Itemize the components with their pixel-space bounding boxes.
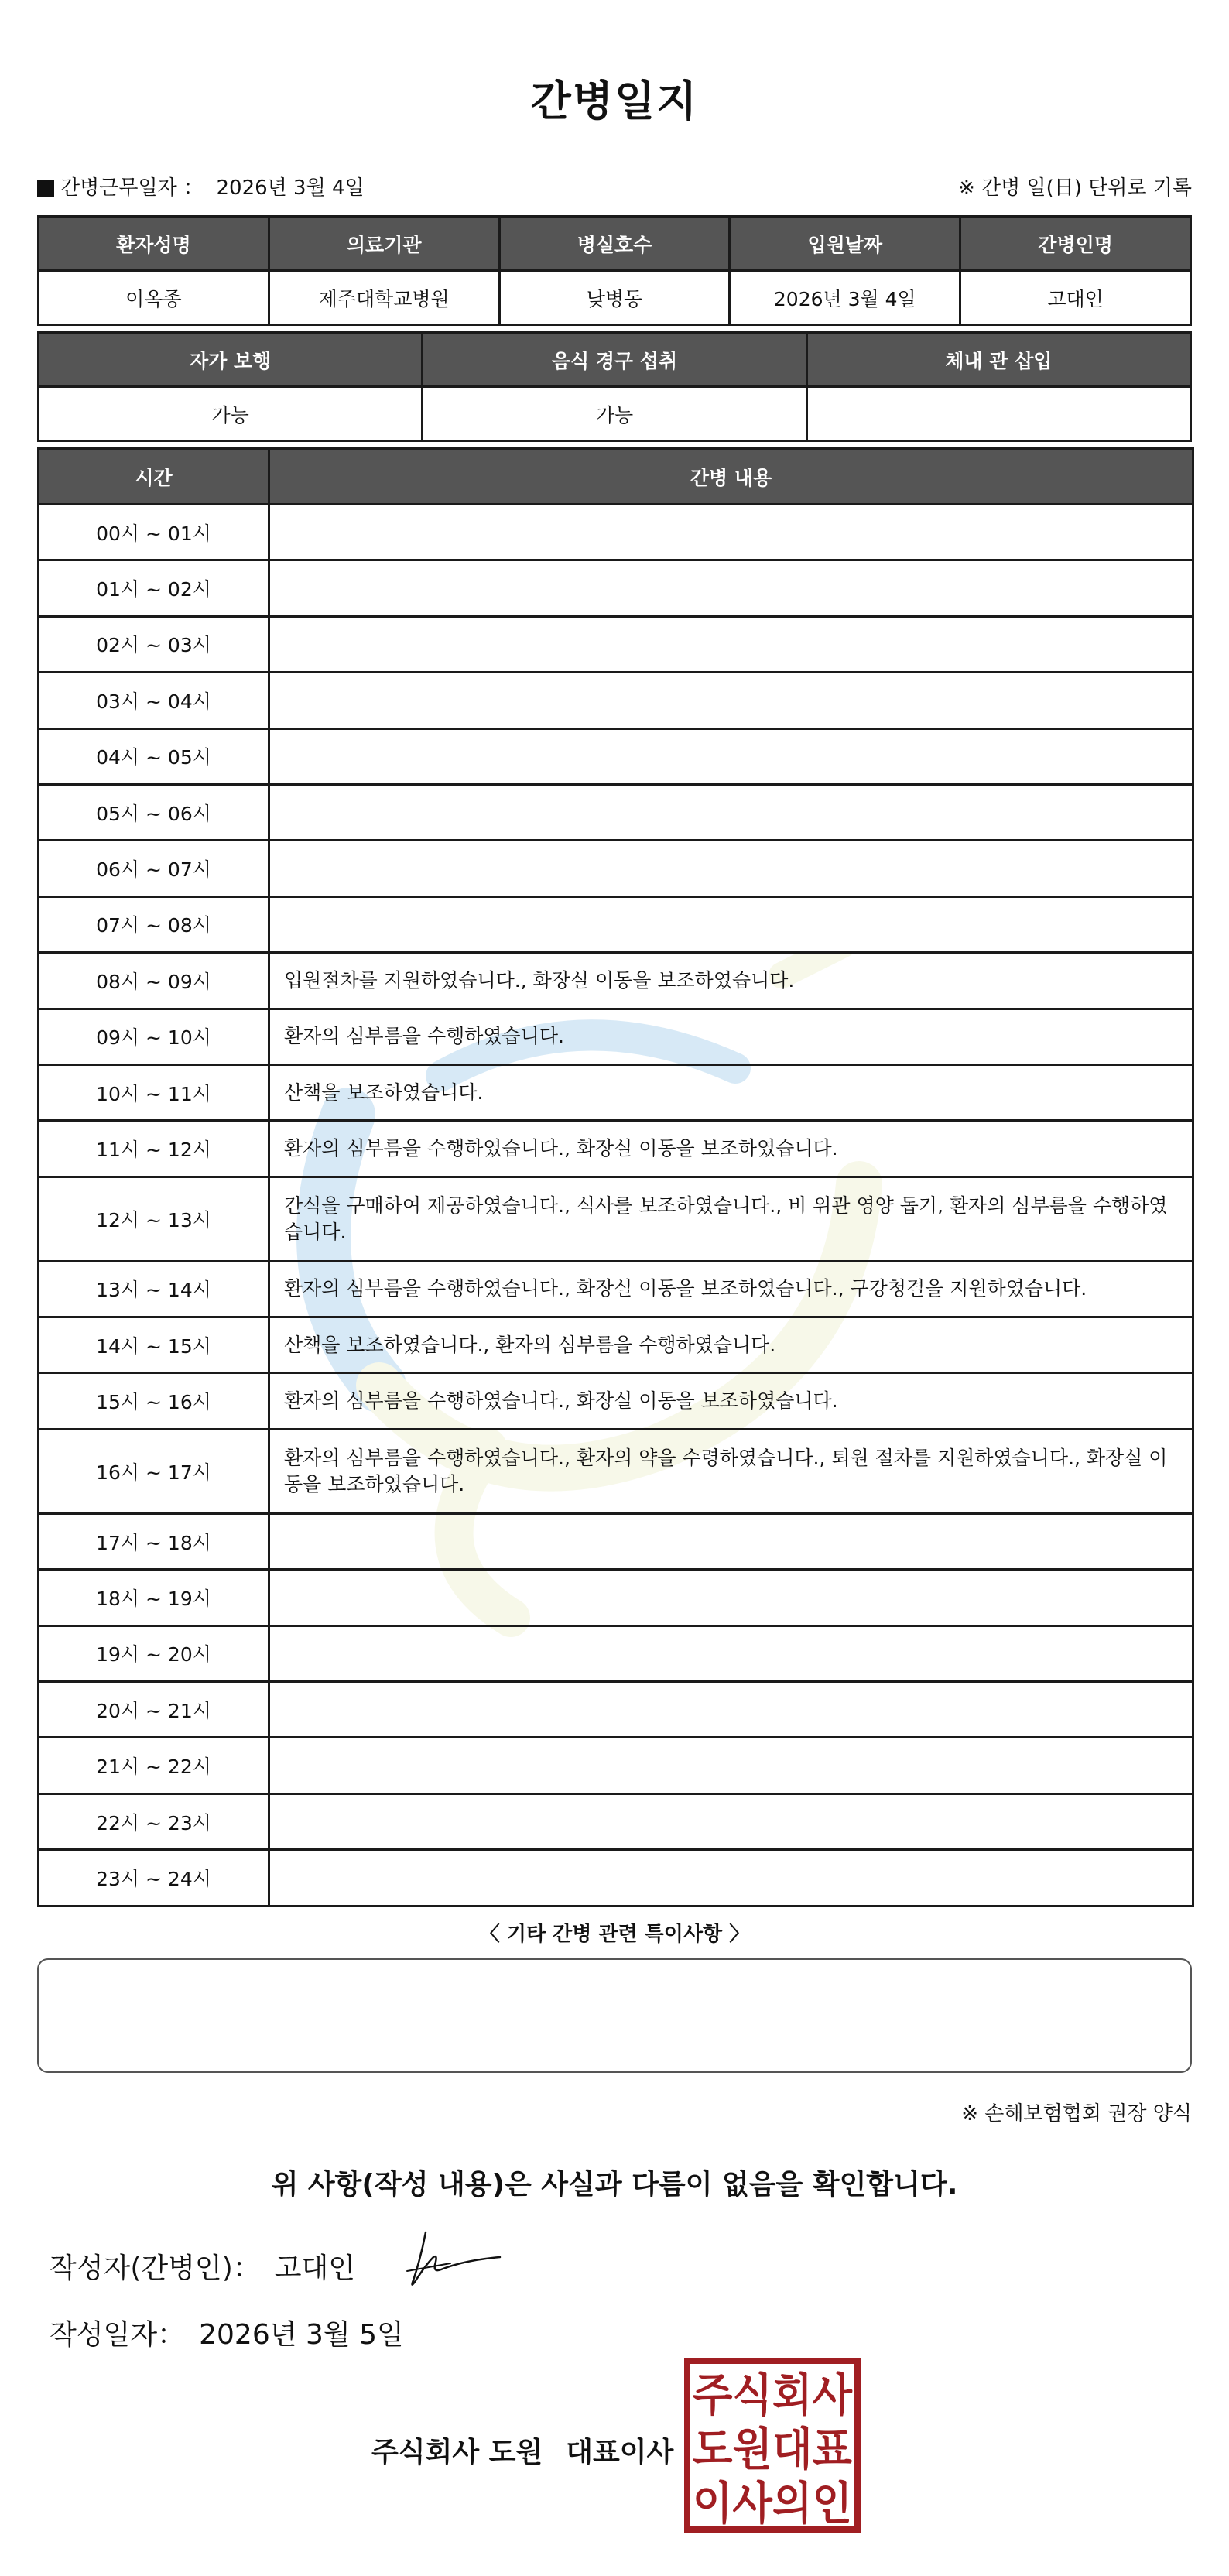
self-walking-value: 가능 — [39, 387, 423, 441]
table-row — [39, 728, 1193, 784]
writer-name: 고대인 — [274, 2252, 356, 2284]
table-row — [39, 1625, 1193, 1681]
table-row — [39, 784, 1193, 840]
table-row — [39, 1317, 1193, 1373]
row-time: 03시 ~ 04시 — [39, 673, 269, 728]
row-care-content — [269, 1793, 1193, 1849]
table-row — [39, 1177, 1193, 1261]
table-row — [39, 505, 1193, 560]
row-time: 22시 ~ 23시 — [39, 1793, 269, 1849]
row-care-content — [269, 1625, 1193, 1681]
caregiver-name: 고대인 — [960, 271, 1191, 325]
tube-insertion-value — [806, 387, 1190, 441]
square-bullet-icon — [37, 180, 54, 197]
row-time: 02시 ~ 03시 — [39, 616, 269, 672]
row-care-content: 환자의 심부름을 수행하였습니다., 화장실 이동을 보조하였습니다. — [269, 1121, 1193, 1177]
row-care-content — [269, 784, 1193, 840]
company-seal-icon — [684, 2358, 861, 2533]
header-oral-intake: 음식 경구 섭취 — [423, 333, 806, 387]
row-care-content: 산책을 보조하였습니다. — [269, 1064, 1193, 1120]
row-time: 10시 ~ 11시 — [39, 1064, 269, 1120]
meta-row — [37, 172, 1192, 203]
svg-text:이사의인: 이사의인 — [693, 2477, 852, 2530]
row-care-content: 간식을 구매하여 제공하였습니다., 식사를 보조하였습니다., 비 위관 영양 돕기, 환자의 심부름을 수행하였습니다. — [269, 1177, 1193, 1261]
form-note: ※ 손해보험협회 권장 양식 — [961, 2102, 1192, 2126]
log-rows — [39, 505, 1193, 1906]
table-row — [39, 1261, 1193, 1317]
table-row — [39, 1513, 1193, 1569]
work-date-line — [37, 172, 365, 200]
work-date-value: 2026년 3월 4일 — [216, 176, 365, 200]
table-row — [39, 1850, 1193, 1906]
row-time: 00시 ~ 01시 — [39, 505, 269, 560]
patient-capability-table — [37, 331, 1192, 442]
work-date-label: 간병근무일자 ： — [60, 176, 204, 200]
page-title: 간병일지 — [530, 77, 699, 125]
table-row — [39, 1373, 1193, 1429]
written-date-value: 2026년 3월 5일 — [199, 2319, 404, 2351]
representative-title: 대표이사 — [566, 2437, 674, 2468]
row-care-content — [269, 728, 1193, 784]
row-care-content: 환자의 심부름을 수행하였습니다., 환자의 약을 수령하였습니다., 퇴원 절차를 지원하였습니다., 화장실 이동을 보조하였습니다. — [269, 1429, 1193, 1513]
table-row — [39, 616, 1193, 672]
row-time: 21시 ~ 22시 — [39, 1738, 269, 1793]
row-care-content — [269, 1738, 1193, 1793]
row-care-content — [269, 1682, 1193, 1738]
row-time: 06시 ~ 07시 — [39, 841, 269, 896]
row-time: 12시 ~ 13시 — [39, 1177, 269, 1261]
table-row — [39, 841, 1193, 896]
table-row — [39, 1429, 1193, 1513]
row-time: 11시 ~ 12시 — [39, 1121, 269, 1177]
table-row — [39, 1064, 1193, 1120]
row-time: 15시 ~ 16시 — [39, 1373, 269, 1429]
header-tube-insertion: 체내 관 삽입 — [806, 333, 1190, 387]
row-time: 18시 ~ 19시 — [39, 1570, 269, 1625]
signature-icon — [402, 2226, 503, 2296]
svg-text:주식회사: 주식회사 — [693, 2369, 853, 2421]
patient-name: 이옥종 — [39, 271, 269, 325]
header-self-walking: 자가 보행 — [39, 333, 423, 387]
table-row — [39, 953, 1193, 1009]
row-care-content — [269, 841, 1193, 896]
hospital-name: 제주대학교병원 — [269, 271, 499, 325]
row-care-content — [269, 896, 1193, 952]
table-row — [39, 1793, 1193, 1849]
row-time: 23시 ~ 24시 — [39, 1850, 269, 1906]
written-date-line — [50, 2313, 404, 2352]
oral-intake-value: 가능 — [423, 387, 806, 441]
writer-label: 작성자(간병인)： — [50, 2252, 261, 2284]
header-caregiver: 간병인명 — [960, 217, 1191, 271]
company-line — [371, 2430, 673, 2470]
row-time: 19시 ~ 20시 — [39, 1625, 269, 1681]
admission-date: 2026년 3월 4일 — [730, 271, 960, 325]
header-patient-name: 환자성명 — [39, 217, 269, 271]
patient-info-table — [37, 215, 1192, 326]
table-row — [39, 1121, 1193, 1177]
company-name: 주식회사 도원 — [371, 2437, 543, 2468]
row-care-content — [269, 1513, 1193, 1569]
row-care-content: 입원절차를 지원하였습니다., 화장실 이동을 보조하였습니다. — [269, 953, 1193, 1009]
row-care-content — [269, 1570, 1193, 1625]
written-date-label: 작성일자： — [50, 2319, 186, 2351]
svg-text:도원대표: 도원대표 — [693, 2423, 852, 2475]
row-time: 16시 ~ 17시 — [39, 1429, 269, 1513]
header-care-content: 간병 내용 — [269, 449, 1193, 505]
row-time: 01시 ~ 02시 — [39, 560, 269, 616]
hourly-care-log-table — [37, 447, 1194, 1907]
table-row — [39, 673, 1193, 728]
header-time: 시간 — [39, 449, 269, 505]
row-time: 04시 ~ 05시 — [39, 728, 269, 784]
header-hospital: 의료기관 — [269, 217, 499, 271]
room-number: 낮병동 — [499, 271, 730, 325]
row-time: 13시 ~ 14시 — [39, 1261, 269, 1317]
row-care-content: 환자의 심부름을 수행하였습니다., 화장실 이동을 보조하였습니다., 구강청결을 지원하였습니다. — [269, 1261, 1193, 1317]
table-row — [39, 1009, 1193, 1064]
row-care-content: 환자의 심부름을 수행하였습니다., 화장실 이동을 보조하였습니다. — [269, 1373, 1193, 1429]
row-care-content — [269, 560, 1193, 616]
writer-line — [50, 2246, 355, 2286]
row-time: 17시 ~ 18시 — [39, 1513, 269, 1569]
row-care-content — [269, 673, 1193, 728]
row-care-content: 환자의 심부름을 수행하였습니다. — [269, 1009, 1193, 1064]
remarks-title: 〈 기타 간병 관련 특이사항 〉 — [479, 1923, 750, 1946]
row-care-content — [269, 505, 1193, 560]
row-care-content: 산책을 보조하였습니다., 환자의 심부름을 수행하였습니다. — [269, 1317, 1193, 1373]
unit-note: ※ 간병 일(日) 단위로 기록 — [957, 176, 1192, 200]
row-time: 08시 ~ 09시 — [39, 953, 269, 1009]
header-admission-date: 입원날짜 — [730, 217, 960, 271]
table-row — [39, 560, 1193, 616]
table-row — [39, 896, 1193, 952]
row-time: 14시 ~ 15시 — [39, 1317, 269, 1373]
table-row — [39, 1682, 1193, 1738]
row-care-content — [269, 1850, 1193, 1906]
table-row — [39, 1570, 1193, 1625]
row-time: 09시 ~ 10시 — [39, 1009, 269, 1064]
row-time: 20시 ~ 21시 — [39, 1682, 269, 1738]
row-time: 05시 ~ 06시 — [39, 784, 269, 840]
table-row — [39, 1738, 1193, 1793]
header-room: 병실호수 — [499, 217, 730, 271]
confirmation-statement: 위 사항(작성 내용)은 사실과 다름이 없음을 확인합니다. — [271, 2169, 958, 2201]
row-time: 07시 ~ 08시 — [39, 896, 269, 952]
row-care-content — [269, 616, 1193, 672]
remarks-box — [37, 1958, 1192, 2073]
